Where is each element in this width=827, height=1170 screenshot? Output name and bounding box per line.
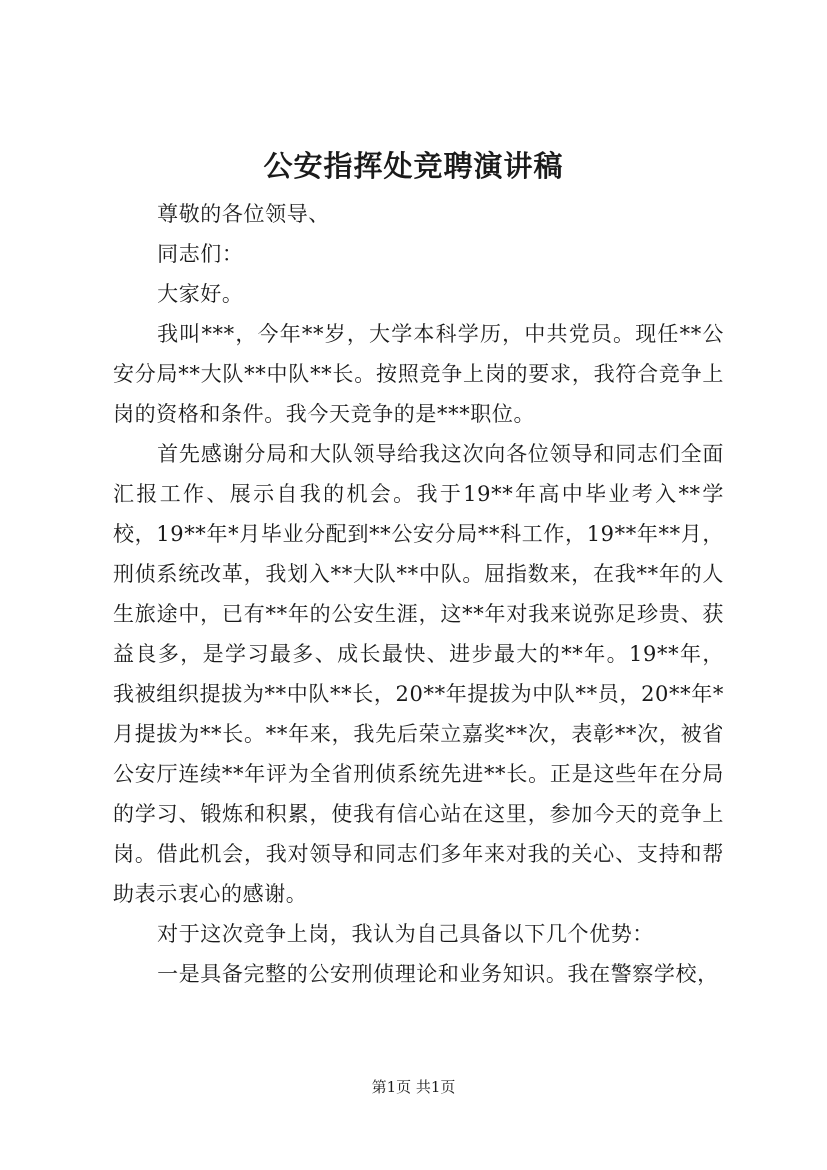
page-footer: 第1页 共1页 — [371, 1078, 456, 1096]
document-title: 公安指挥处竞聘演讲稿 — [263, 149, 564, 183]
paragraph-intro: 我叫***，今年**岁，大学本科学历，中共党员。现任**公安分局**大队**中队**长。按照竞争上岗的要求，我符合竞争上岗的资格和条件。我今天竞争的是***职位。 — [113, 322, 724, 426]
paragraph-salutation-1: 尊敬的各位领导、 — [157, 202, 330, 226]
paragraph-advantage-1: 一是具备完整的公安刑侦理论和业务知识。我在警察学校， — [157, 962, 719, 986]
document-body — [113, 194, 724, 994]
paragraph-background: 首先感谢分局和大队领导给我这次向各位领导和同志们全面汇报工作、展示自我的机会。我于19**年高中毕业考入**学校，19**年*月毕业分配到**公安分局**科工作，19**年**月，刑侦系统改革，我划入**大队**中队。屈指数来，在我**年的人生旅途中，已有**年的公安生涯，这**年对我来说弥足珍贵、获益良多，是学习最多、成长最快、进步最大的**年。19**年，我被组织提拔为**中队**长，20**年提拔为中队**员，20**年*月提拔为**长。**年来，我先后荣立嘉奖**次，表彰**次，被省公安厅连续**年评为全省刑侦系统先进**长。正是这些年在分局的学习、锻炼和积累，使我有信心站在这里，参加今天的竞争上岗。借此机会，我对领导和同志们多年来对我的关心、支持和帮助表示衷心的感谢。 — [113, 442, 724, 906]
paragraph-greeting: 大家好。 — [157, 282, 244, 306]
paragraph-salutation-2: 同志们： — [157, 242, 244, 266]
paragraph-advantages-lead: 对于这次竞争上岗，我认为自己具备以下几个优势： — [157, 922, 654, 946]
